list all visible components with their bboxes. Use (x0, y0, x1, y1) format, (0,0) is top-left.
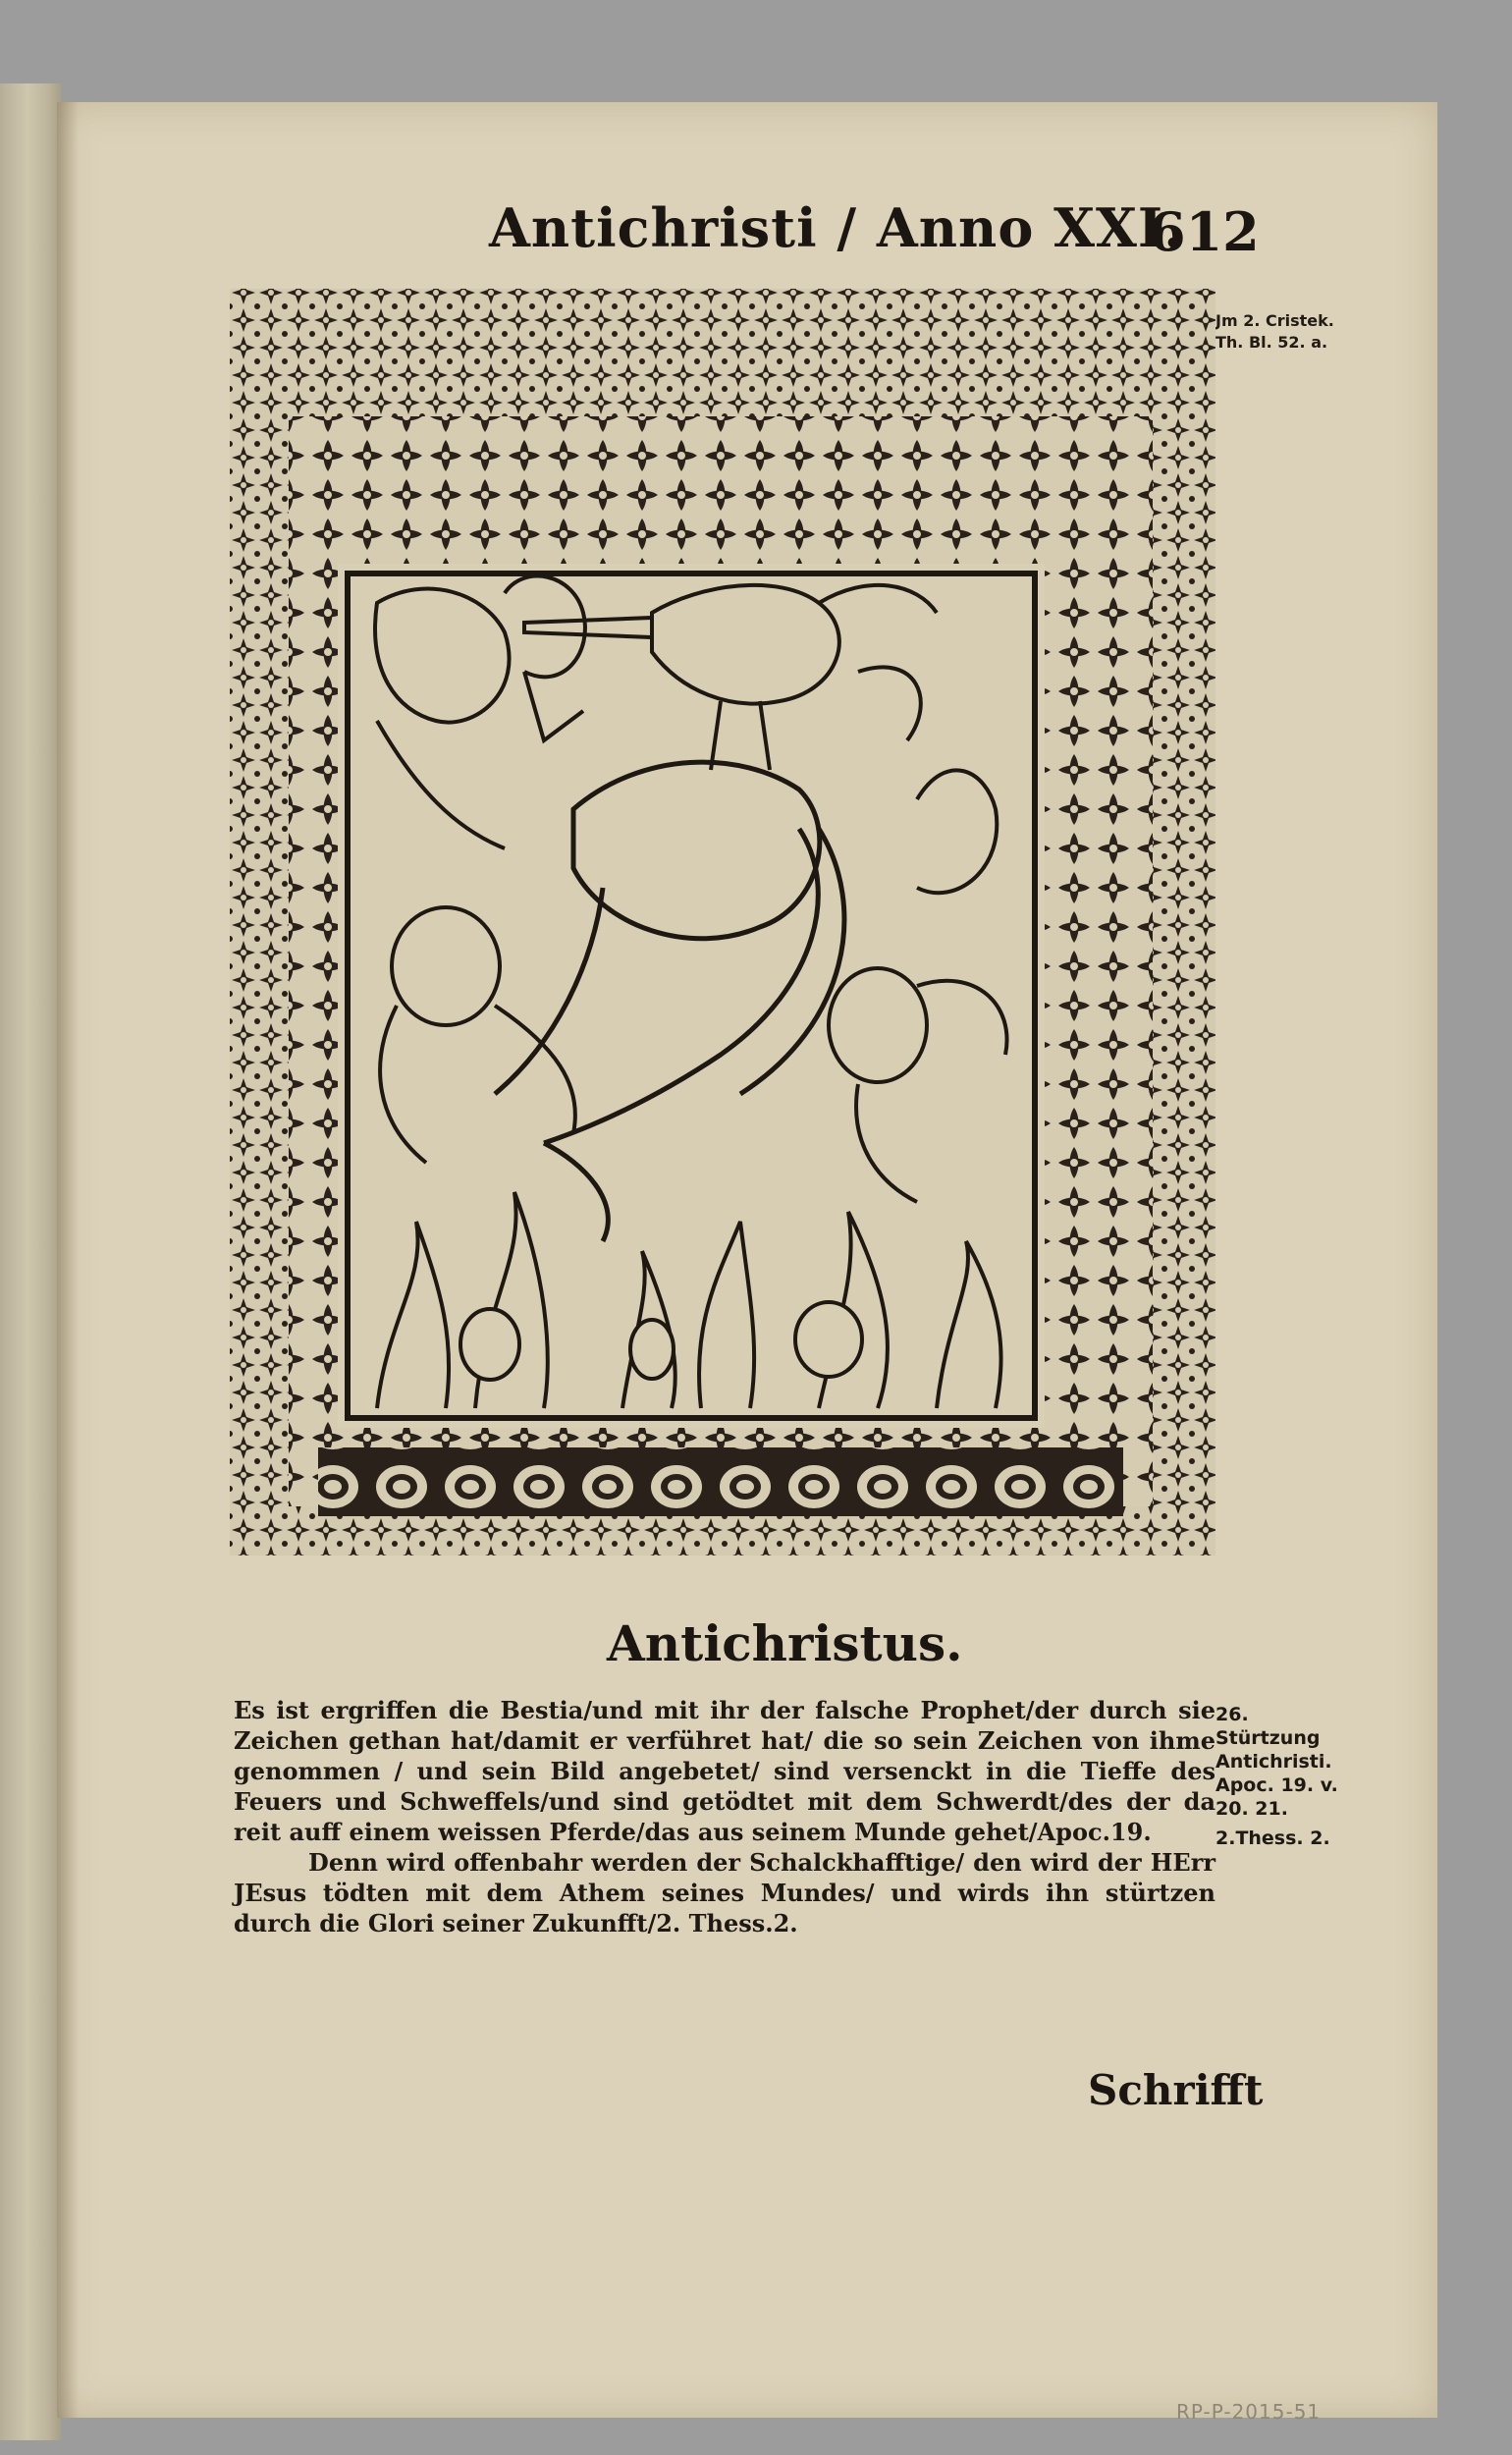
paragraph-1: Es ist ergriffen die Bestia/und mit ihr der falsche Prophet/der durch sie Zeichen gethan hat/damit er verführet hat/ die so sein Zeichen von ihme genommen / und sein Bild angebetet/ sind versenckt in die Tieffe des Feuers und Schweffels/und sind getödtet mit dem Schwerdt/des der da reit auff einem weissen Pferde/das aus seinem Munde gehet/Apoc.19. (234, 1696, 1215, 1846)
section-heading: Antichristus. (607, 1614, 963, 1672)
marginal-note: 20. 21. (1215, 1798, 1288, 1820)
previous-page-edge (0, 83, 61, 2440)
shelfmark: RP-P-2015-51 (1176, 2400, 1322, 2424)
paragraph-2: Denn wird offenbahr werden der Schalckhafftige/ den wird der HErr JEsus tödten mit dem Athem seines Mundes/ und wirds ihn stürtzen durch die Glori seiner Zukunfft/2. Thess.2. (234, 1848, 1215, 1937)
margin-reference: Jm 2. Cristek. Th. Bl. 52. a. (1215, 311, 1334, 352)
marginal-note: 2.Thess. 2. (1215, 1828, 1330, 1849)
body-text (234, 1695, 1215, 1938)
marginal-note: 26. (1215, 1704, 1249, 1725)
marginal-notes (1215, 1703, 1373, 1850)
marginal-note: Stürtzung (1215, 1727, 1321, 1749)
running-head: Antichristi / Anno XXI. (489, 196, 1183, 259)
page-number: 612 (1149, 200, 1260, 263)
page-gutter-shadow (57, 102, 79, 2418)
woodcut-illustration (230, 279, 1215, 1555)
catchword: Schrifft (1088, 2066, 1264, 2114)
book-page (57, 102, 1437, 2424)
marginal-note: Antichristi. (1215, 1751, 1332, 1773)
marginal-note: Apoc. 19. v. (1215, 1774, 1338, 1796)
